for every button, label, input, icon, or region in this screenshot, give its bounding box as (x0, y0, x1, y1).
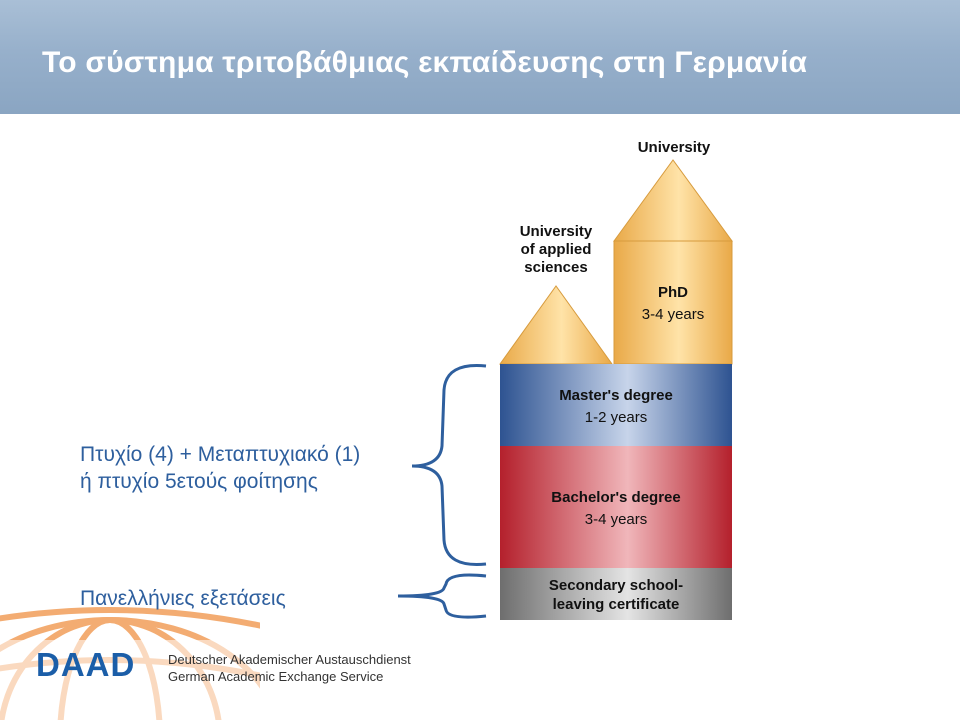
braces (390, 360, 500, 630)
secondary-line2: leaving certificate (552, 596, 680, 613)
degree-brace (412, 366, 486, 565)
uas-label-line: of applied (520, 241, 592, 258)
university-label: University (637, 139, 711, 156)
degree-note-line1: Πτυχίο (4) + Μεταπτυχιακό (1) (80, 443, 361, 466)
degree-note (80, 441, 360, 495)
phd-title: PhD (658, 284, 688, 301)
secondary-text (500, 576, 732, 614)
bachelor-text (500, 487, 732, 531)
phd-duration: 3-4 years (641, 306, 705, 323)
org-name-de: Deutscher Akademischer Austauschdienst (168, 652, 411, 667)
secondary-line1: Secondary school- (548, 577, 684, 594)
uas-roof (500, 286, 612, 364)
master-text (500, 385, 732, 429)
bachelor-title: Bachelor's degree (551, 489, 681, 506)
slide-title: Το σύστημα τριτοβάθμιας εκπαίδευσης στη Γερμανία (42, 46, 808, 79)
org-name-en: German Academic Exchange Service (168, 669, 384, 684)
uas-label-line: sciences (524, 259, 588, 276)
master-duration: 1-2 years (584, 409, 648, 426)
bachelor-duration: 3-4 years (584, 511, 648, 528)
uas-label-line: University (519, 223, 593, 240)
university-roof (614, 160, 732, 241)
daad-logo: DAAD (36, 646, 136, 683)
phd-text (614, 282, 732, 326)
degree-note-line2: ή πτυχίο 5ετούς φοίτησης (80, 470, 318, 493)
degree-diagram (480, 120, 780, 640)
master-title: Master's degree (559, 387, 673, 404)
exams-note: Πανελλήνιες εξετάσεις (80, 587, 286, 610)
uas-label (496, 223, 616, 277)
footer-org (168, 651, 411, 685)
exams-brace (398, 575, 486, 617)
